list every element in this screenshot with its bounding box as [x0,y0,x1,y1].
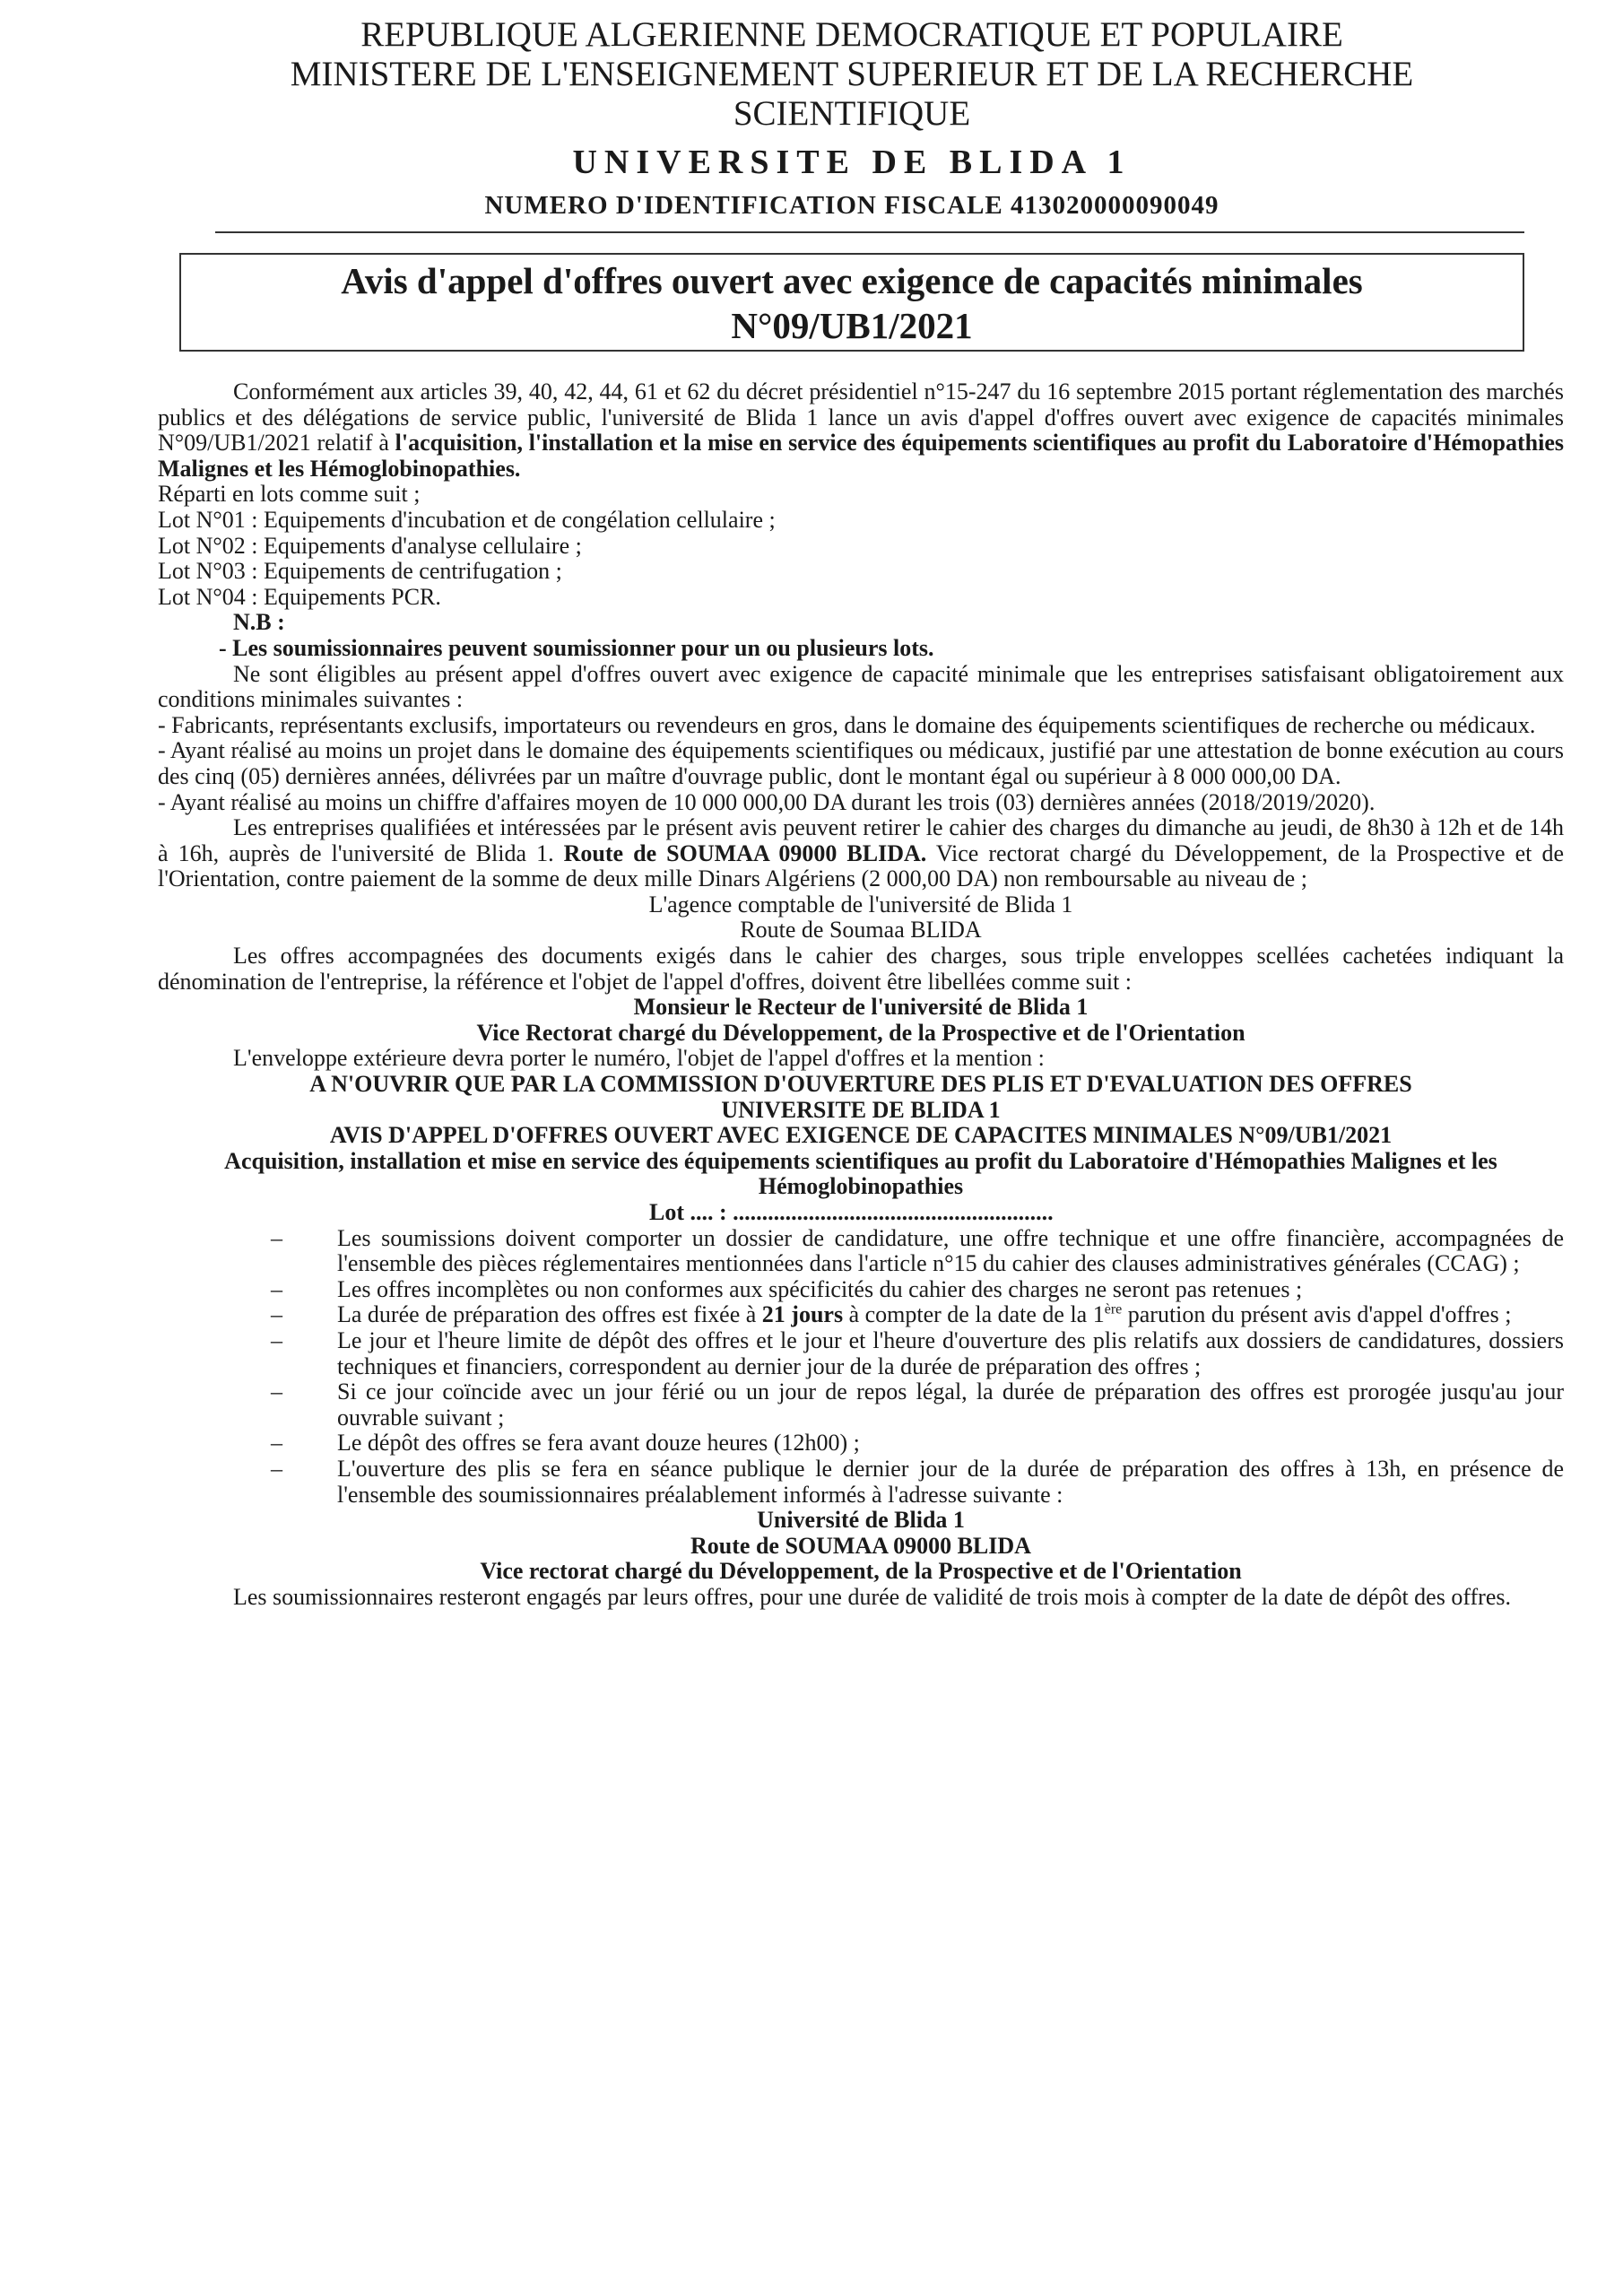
closing-paragraph: Les soumissionnaires resteront engagés par leurs offres, pour une durée de validité de trois mois à compter de la date de dépôt des offres. [233,1583,1511,1610]
agency-line: L'agence comptable de l'université de Blida 1 [648,891,1073,918]
header-fiscal-id: NUMERO D'IDENTIFICATION FISCALE 413020000090049 [484,191,1219,220]
header-divider [215,231,1524,233]
envelope-instruction: L'enveloppe extérieure devra porter le numéro, l'objet de l'appel d'offres et la mention : [233,1045,1045,1072]
notice-title: Avis d'appel d'offres ouvert avec exigence de capacités minimales [341,260,1363,301]
condition-superscript: ère [1104,1301,1123,1318]
retrieval-address: Route de SOUMAA 09000 BLIDA. [563,839,927,866]
condition-text: La durée de préparation des offres est fixée à [337,1301,762,1328]
conditions-list [158,1226,1564,1509]
intro-paragraph [158,379,1564,482]
notice-number: N°09/UB1/2021 [731,305,973,346]
header-ministry-cont: SCIENTIFIQUE [733,94,971,133]
eligibility-intro: Ne sont éligibles au présent appel d'offres ouvert avec exigence de capacité minimale que les entreprises satisfaisant obligatoirement aux conditions minimales suivantes : [158,660,1564,713]
condition-item [337,1302,1564,1328]
envelope-university: UNIVERSITE DE BLIDA 1 [721,1096,1001,1123]
condition-text: parution du présent avis d'appel d'offres ; [1122,1301,1512,1328]
notice-title-box [179,253,1524,352]
envelope-lot-line: Lot .... : ....................................................... [649,1199,1054,1225]
condition-item: – Le jour et l'heure limite de dépôt des offres et le jour et l'heure d'ouverture des plis relatifs aux dossiers de candidatures, dossiers techniques et financiers, correspondent au dernier jour de la durée de préparation des offres ; [337,1328,1564,1379]
envelope-mention: A N'OUVRIR QUE PAR LA COMMISSION D'OUVERTURE DES PLIS ET D'EVALUATION DES OFFRES [309,1071,1412,1098]
retrieval-paragraph [158,815,1564,892]
offers-paragraph: Les offres accompagnées des documents exigés dans le cahier des charges, sous triple enveloppes scellées cachetées indiquant la dénomination de l'entreprise, la référence et l'objet de l'appel d'offres, doivent être libellées comme suit : [158,943,1564,995]
condition-text: à compter de la date de la 1 [843,1301,1105,1328]
condition-item: – Les offres incomplètes ou non conformes aux spécificités du cahier des charges ne seront pas retenues ; [337,1277,1564,1303]
intro-object: l'acquisition, l'installation et la mise en service des équipements scientifiques au profit du Laboratoire d'Hémopathies Malignes et les Hémoglobinopathies. [158,430,1564,482]
intro-text: Conformément aux articles 39, 40, 42, 44, 61 et 62 du décret présidentiel n°15-247 du 16 septembre 2015 portant réglementation des marchés publics et des délégations de service public, l'université de Blida 1 lance un avis d'appel d'offres ouvert avec exigence de capacités minimales N°09/UB1/2021 relatif à [158,378,1564,457]
agency-address: Route de Soumaa BLIDA [740,917,982,944]
opening-address-road: Route de SOUMAA 09000 BLIDA [690,1532,1031,1559]
condition-item: – Les soumissions doivent comporter un dossier de candidature, une offre technique et une offre financière, accompagnées de l'ensemble des pièces réglementaires mentionnées dans l'article n°15 du cahier des clauses administratives générales (CCAG) ; [337,1226,1564,1277]
lot-item: Lot N°01 : Equipements d'incubation et de congélation cellulaire ; [158,506,776,533]
lots-heading: Réparti en lots comme suit ; [158,481,421,508]
lot-item: Lot N°02 : Equipements d'analyse cellulaire ; [158,532,582,559]
eligibility-item: - Ayant réalisé au moins un chiffre d'affaires moyen de 10 000 000,00 DA durant les trois (03) dernières années (2018/2019/2020). [158,788,1376,815]
condition-item: – L'ouverture des plis se fera en séance publique le dernier jour de la durée de préparation des offres à 13h, en présence de l'ensemble des soumissionnaires préalablement informés à l'adresse suivante : [337,1457,1564,1508]
recipient-line: Monsieur le Recteur de l'université de Blida 1 [633,994,1089,1021]
opening-address-department: Vice rectorat chargé du Développement, de la Prospective et de l'Orientation [480,1558,1242,1585]
notice-body [158,379,1564,1611]
lot-item: Lot N°04 : Equipements PCR. [158,583,441,610]
condition-item: – Le dépôt des offres se fera avant douze heures (12h00) ; [337,1431,1564,1457]
opening-address-university: Université de Blida 1 [757,1507,965,1534]
nb-text: - Les soumissionnaires peuvent soumissionner pour un ou plusieurs lots. [219,634,934,661]
header-ministry: MINISTERE DE L'ENSEIGNEMENT SUPERIEUR ET DE LA RECHERCHE [290,55,1414,93]
nb-label: N.B : [233,609,285,636]
condition-duration: 21 jours [761,1301,844,1328]
retrieval-text-cont: Vice rectorat chargé du Développement, de la Prospective et de l'Orientation, contre paiement de la somme de deux mille Dinars Algériens (2 000,00 DA) non remboursable au niveau de ; [158,839,1564,892]
condition-item: – Si ce jour coïncide avec un jour férié ou un jour de repos légal, la durée de préparation des offres est prorogée jusqu'au jour ouvrable suivant ; [337,1379,1564,1431]
eligibility-item: - Fabricants, représentants exclusifs, importateurs ou revendeurs en gros, dans le domaine des équipements scientifiques de recherche ou médicaux. [158,711,1536,738]
header-republic: REPUBLIQUE ALGERIENNE DEMOCRATIQUE ET POPULAIRE [360,15,1343,54]
recipient-department: Vice Rectorat chargé du Développement, de la Prospective et de l'Orientation [476,1019,1245,1046]
header-university: UNIVERSITE DE BLIDA 1 [572,144,1132,181]
envelope-notice-ref: AVIS D'APPEL D'OFFRES OUVERT AVEC EXIGENCE DE CAPACITES MINIMALES N°09/UB1/2021 [329,1122,1393,1149]
retrieval-text: Les entreprises qualifiées et intéressées par le présent avis peuvent retirer le cahier des charges du dimanche au jeudi, de 8h30 à 12h et de 14h à 16h, auprès de l'université de Blida 1. [158,814,1564,866]
lot-item: Lot N°03 : Equipements de centrifugation ; [158,558,562,585]
envelope-object: Acquisition, installation et mise en service des équipements scientifiques au profit du Laboratoire d'Hémopathies Malignes et les Hémoglobinopathies [224,1147,1497,1200]
eligibility-item: - Ayant réalisé au moins un projet dans le domaine des équipements scientifiques ou médicaux, justifié par une attestation de bonne exécution au cours des cinq (05) dernières années, délivrées par un maître d'ouvrage public, dont le montant égal ou supérieur à 8 000 000,00 DA. [158,737,1564,789]
